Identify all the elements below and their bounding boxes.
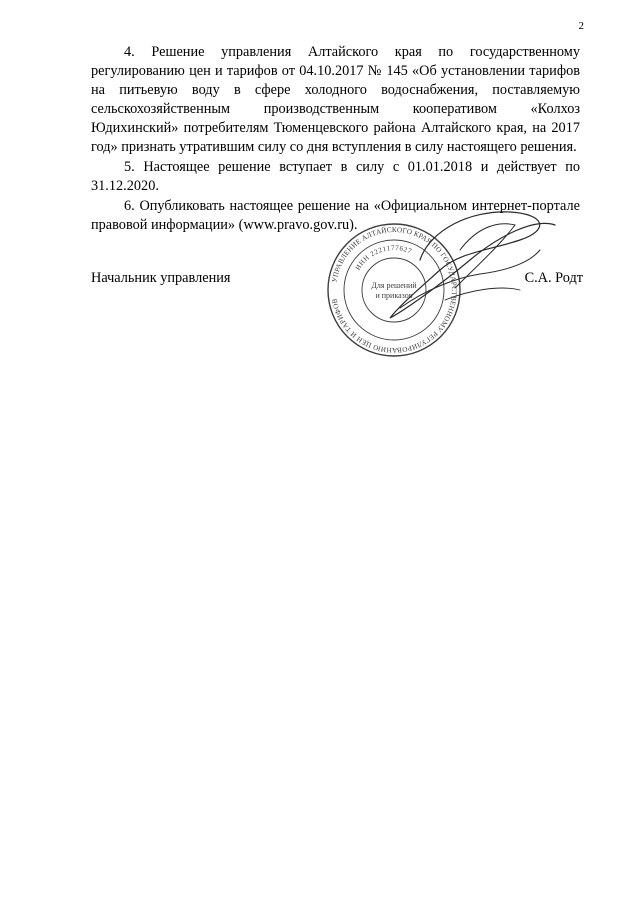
page-number: 2: [578, 20, 584, 32]
handwritten-signature: [360, 190, 560, 340]
paragraph-4: 4. Решение управления Алтайского края по государственному регулированию цен и тарифов от 04.10.2017 № 145 «Об установлении тарифов на питьевую воду в сфере холодного водоснабжения, поставляемую сельскохозяйственным производственным кооперативом «Колхоз Юдихинский» потребителям Тюменцевского района Алтайского края, на 2017 год» признать утратившим силу со дня вступления в силу настоящего решения.: [91, 44, 580, 155]
signer-position: Начальник управления: [91, 270, 231, 286]
paragraph-5: 5. Настоящее решение вступает в силу с 01.01.2018 и действует по 31.12.2020.: [91, 159, 580, 194]
paragraph-6: 6. Опубликовать настоящее решение на «Официальном интернет-портале правовой информации» (www.pravo.gov.ru).: [91, 198, 580, 233]
seal-center-line-1: Для решений: [371, 281, 417, 290]
seal-ring-text: УПРАВЛЕНИЕ АЛТАЙСКОГО КРАЯ ПО ГОСУДАРСТВЕННОМУ РЕГУЛИРОВАНИЮ ЦЕН И ТАРИФОВ: [330, 225, 459, 355]
seal-center-line-2: и приказов: [375, 291, 413, 300]
seal-inn-text: ИНН 2221177627: [353, 243, 414, 272]
signer-name: С.А. Родт: [524, 270, 583, 286]
